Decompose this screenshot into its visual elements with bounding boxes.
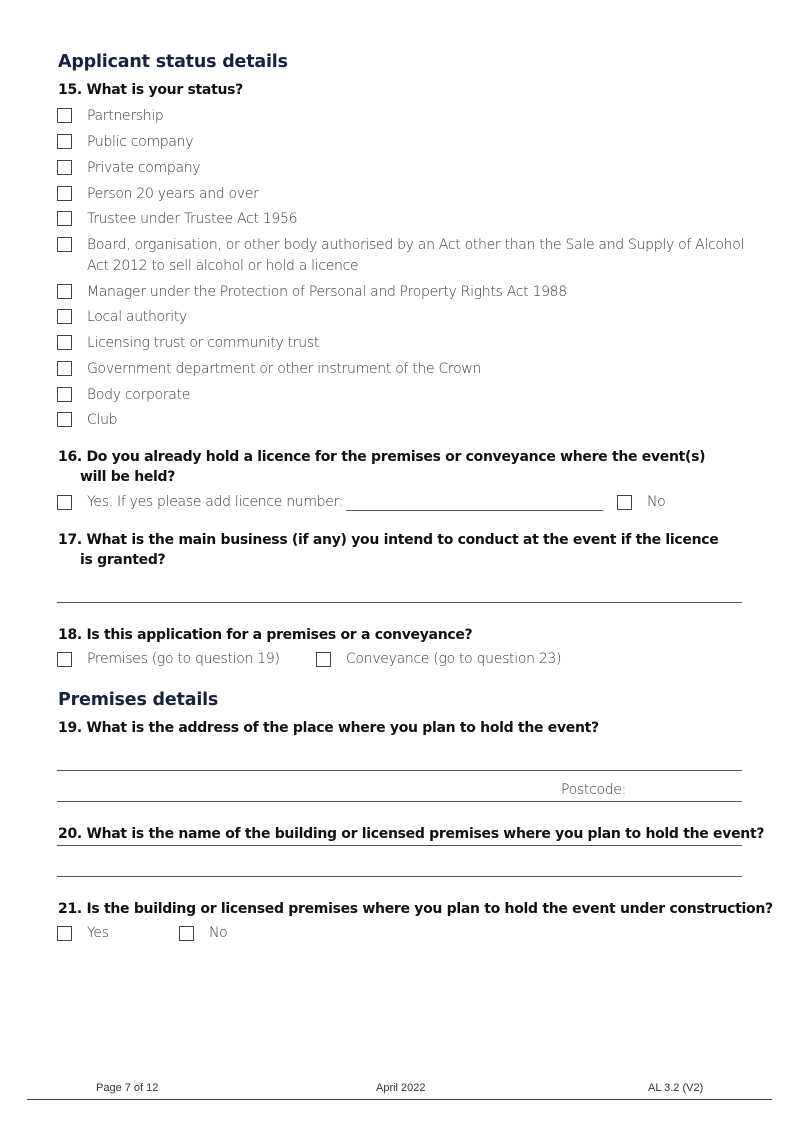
checkbox[interactable] — [57, 134, 72, 149]
checkbox[interactable] — [57, 309, 72, 324]
status-option-person-20-over[interactable] — [57, 184, 259, 205]
section-heading-applicant-status: Applicant status details — [58, 52, 288, 72]
status-option-partnership[interactable] — [57, 106, 164, 127]
checkbox[interactable] — [57, 211, 72, 226]
option-label — [87, 235, 744, 276]
question-17-line-2: is granted? — [80, 552, 166, 568]
status-option-body-corporate[interactable] — [57, 385, 190, 406]
checkbox[interactable] — [316, 652, 331, 667]
status-option-trustee[interactable] — [57, 209, 297, 230]
checkbox[interactable] — [617, 495, 632, 510]
status-option-manager-pppr[interactable] — [57, 282, 567, 303]
construction-yes-option[interactable] — [57, 925, 109, 941]
status-option-private-company[interactable] — [57, 158, 200, 179]
footer-form-code: AL 3.2 (V2) — [648, 1082, 704, 1094]
option-label: Conveyance (go to question 23) — [346, 651, 562, 667]
option-label: Yes. If yes please add licence number: — [87, 494, 344, 510]
main-business-input[interactable] — [57, 602, 742, 603]
option-label: Trustee under Trustee Act 1956 — [87, 211, 298, 227]
postcode-label: Postcode: — [561, 782, 627, 798]
checkbox[interactable] — [57, 108, 72, 123]
footer-date: April 2022 — [376, 1082, 426, 1094]
premises-option[interactable] — [57, 651, 280, 667]
question-21-label: 21. Is the building or licensed premises where you plan to hold the event under construction? — [58, 901, 773, 917]
checkbox[interactable] — [57, 652, 72, 667]
checkbox[interactable] — [57, 160, 72, 175]
option-label: Local authority — [87, 309, 188, 325]
licence-no-option[interactable] — [617, 494, 665, 510]
option-label: Manager under the Protection of Personal and Property Rights Act 1988 — [87, 284, 567, 300]
question-17-line-1: 17. What is the main business (if any) you intend to conduct at the event if the licence — [58, 532, 719, 548]
checkbox[interactable] — [57, 237, 72, 252]
licence-yes-option[interactable] — [57, 494, 343, 510]
option-label: Private company — [87, 160, 201, 176]
status-option-local-authority[interactable] — [57, 307, 187, 328]
question-20-label: 20. What is the name of the building or licensed premises where you plan to hold the event? — [58, 826, 765, 842]
construction-no-option[interactable] — [179, 925, 227, 941]
status-option-club[interactable] — [57, 410, 117, 431]
option-label: Public company — [87, 134, 194, 150]
status-option-government-department[interactable] — [57, 359, 481, 380]
checkbox[interactable] — [57, 335, 72, 350]
licence-number-input[interactable] — [346, 510, 603, 511]
status-option-public-company[interactable] — [57, 132, 193, 153]
option-label: No — [209, 925, 228, 941]
option-label: Yes — [87, 925, 109, 941]
checkbox[interactable] — [57, 412, 72, 427]
section-heading-premises-details: Premises details — [58, 690, 219, 710]
status-option-board-organisation[interactable] — [57, 235, 744, 276]
question-16-line-2: will be held? — [80, 469, 176, 485]
footer-rule — [27, 1099, 772, 1100]
footer-page-number: Page 7 of 12 — [96, 1082, 159, 1094]
address-input[interactable] — [57, 770, 742, 771]
building-name-input-line-1[interactable] — [57, 845, 742, 846]
option-label: No — [647, 494, 666, 510]
checkbox[interactable] — [57, 361, 72, 376]
question-19-label: 19. What is the address of the place where you plan to hold the event? — [58, 720, 599, 736]
option-label-line-2: Act 2012 to sell alcohol or hold a licence — [87, 257, 359, 274]
question-16-label — [58, 447, 705, 487]
building-name-input-line-2[interactable] — [57, 876, 742, 877]
option-label: Partnership — [87, 108, 164, 124]
question-18-label: 18. Is this application for a premises or a conveyance? — [58, 627, 473, 643]
question-17-label — [58, 530, 718, 570]
postcode-input[interactable] — [57, 801, 742, 802]
checkbox[interactable] — [57, 186, 72, 201]
question-16-line-1: 16. Do you already hold a licence for the premises or conveyance where the event(s) — [58, 449, 706, 465]
option-label-line-1: Board, organisation, or other body authorised by an Act other than the Sale and Supply of Alcohol — [87, 237, 745, 253]
checkbox[interactable] — [57, 926, 72, 941]
option-label: Licensing trust or community trust — [87, 335, 320, 351]
option-label: Premises (go to question 19) — [87, 651, 280, 667]
checkbox[interactable] — [179, 926, 194, 941]
checkbox[interactable] — [57, 495, 72, 510]
option-label: Club — [87, 412, 118, 428]
option-label: Government department or other instrument of the Crown — [87, 361, 482, 377]
option-label: Person 20 years and over — [87, 186, 259, 202]
status-option-licensing-trust[interactable] — [57, 333, 319, 354]
option-label: Body corporate — [87, 387, 191, 403]
question-15-label: 15. What is your status? — [58, 82, 243, 98]
checkbox[interactable] — [57, 284, 72, 299]
conveyance-option[interactable] — [316, 651, 561, 667]
checkbox[interactable] — [57, 387, 72, 402]
